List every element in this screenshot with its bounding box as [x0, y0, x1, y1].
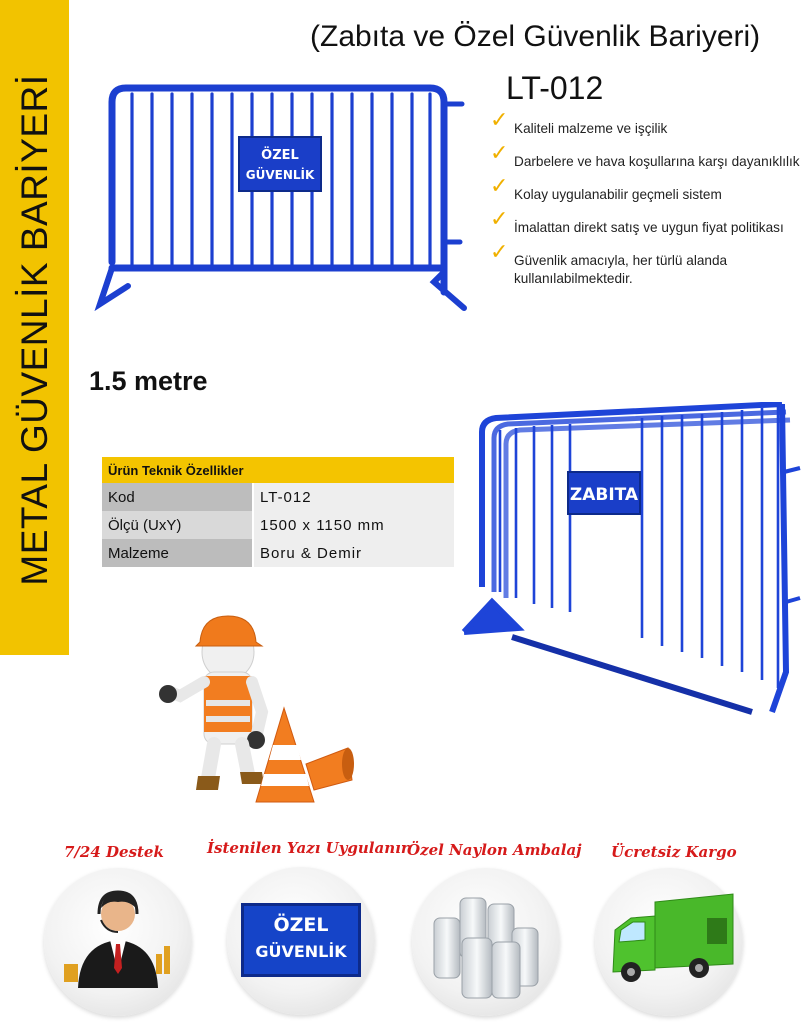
custom-sign-line-1: ÖZEL — [273, 914, 329, 936]
spec-key: Kod — [102, 483, 253, 511]
support-agent-icon — [44, 868, 192, 1016]
feature-item: ✓ Güvenlik amacıyla, her türlü alanda kullanılabilmektedir. — [490, 240, 728, 286]
check-icon: ✓ — [490, 174, 509, 199]
spec-key: Ölçü (UxY) — [102, 511, 253, 539]
spec-value: 1500 x 1150 mm — [253, 511, 454, 539]
service-label-support: 7/24 Destek — [64, 843, 164, 861]
service-label-packaging: Özel Naylon Ambalaj — [407, 841, 582, 859]
length-label: 1.5 metre — [89, 366, 208, 396]
support-circle — [44, 868, 192, 1016]
feature-list — [488, 108, 810, 288]
packaging-circle — [412, 868, 560, 1016]
product-code: LT-012 — [506, 70, 604, 106]
barrier-image-single — [92, 82, 467, 314]
feature-item: ✓ İmalattan direkt satış ve uygun fiyat politikası — [490, 207, 784, 235]
shipping-circle — [595, 868, 743, 1016]
barrier-sign-line-1: ÖZEL — [261, 148, 299, 163]
check-icon: ✓ — [490, 240, 509, 265]
feature-item: ✓ Kaliteli malzeme ve işçilik — [490, 108, 668, 136]
worker-illustration — [156, 612, 356, 808]
delivery-truck-icon — [595, 868, 743, 1016]
spec-value: Boru & Demir — [253, 539, 454, 567]
check-icon: ✓ — [490, 108, 509, 133]
spec-key: Malzeme — [102, 539, 253, 567]
check-icon: ✓ — [490, 141, 509, 166]
stack-sign-text: ZABITA — [569, 485, 639, 505]
check-icon: ✓ — [490, 207, 509, 232]
spec-value: LT-012 — [253, 483, 454, 511]
subtitle: (Zabıta ve Özel Güvenlik Bariyeri) — [310, 20, 761, 53]
custom-sign-icon — [241, 903, 361, 977]
feature-item: ✓ Kolay uygulanabilir geçmeli sistem — [490, 174, 722, 202]
plastic-wrap-icon — [412, 868, 560, 1016]
service-label-shipping: Ücretsiz Kargo — [611, 843, 737, 861]
barrier-image-stack — [452, 402, 804, 720]
side-title: METAL GÜVENLİK BARİYERİ — [14, 74, 55, 586]
spec-table — [102, 457, 454, 567]
spec-header: Ürün Teknik Özellikler — [102, 457, 454, 483]
custom-sign-line-2: GÜVENLİK — [255, 942, 347, 961]
barrier-sign-line-2: GÜVENLİK — [245, 168, 315, 182]
custom-sign-circle — [227, 867, 375, 1015]
feature-item: ✓ Darbelere ve hava koşullarına karşı dayanıklılık — [490, 141, 800, 169]
service-label-custom-text: İstenilen Yazı Uygulanır — [207, 839, 409, 857]
